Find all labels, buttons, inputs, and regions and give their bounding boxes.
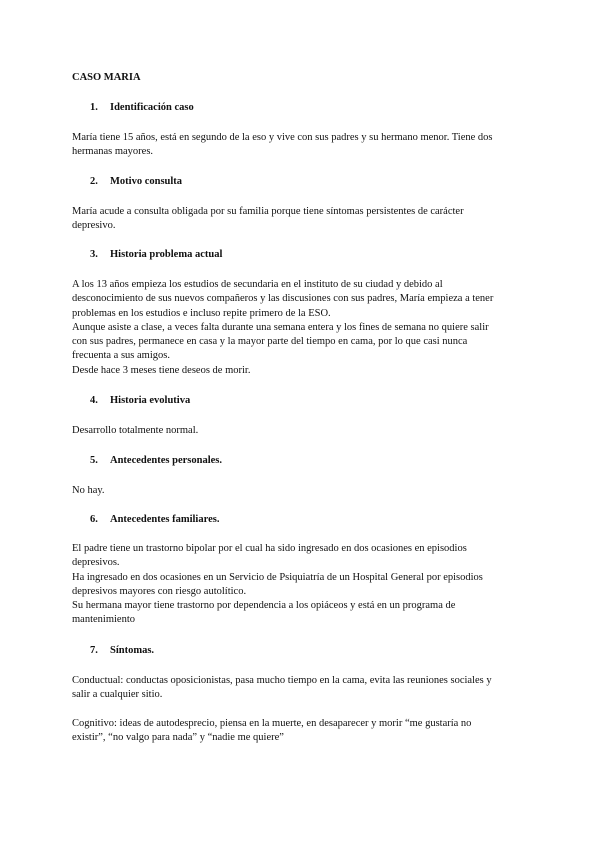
- document-title: CASO MARIA: [72, 72, 141, 83]
- section-title: Historia evolutiva: [110, 395, 191, 406]
- section-7-paragraph-conductual: [72, 674, 532, 703]
- section-5-paragraph: [72, 484, 532, 498]
- text-line: Cognitivo: ideas de autodesprecio, piensa en la muerte, en desaparecer y morir “me gustaría no: [72, 718, 472, 729]
- text-line: existir”, “no valgo para nada” y “nadie me quiere”: [72, 732, 284, 744]
- section-heading-6: [90, 513, 219, 527]
- section-number: 1.: [90, 102, 98, 113]
- section-heading-7: [90, 644, 154, 658]
- text-line: Desarrollo totalmente normal.: [72, 425, 199, 436]
- section-number: 4.: [90, 395, 98, 406]
- text-line: mantenimiento: [72, 614, 135, 626]
- text-line: Conductual: conductas oposicionistas, pasa mucho tiempo en la cama, evita las reuniones sociales y: [72, 675, 492, 686]
- text-line: desconocimiento de sus nuevos compañeros y las discusiones con sus padres, María empieza a tener: [72, 293, 494, 305]
- text-line: Ha ingresado en dos ocasiones en un Servicio de Psiquiatría de un Hospital General por episodios: [72, 571, 483, 583]
- section-6-paragraph: [72, 542, 532, 628]
- section-number: 7.: [90, 645, 98, 656]
- section-4-paragraph: [72, 424, 532, 438]
- section-title: Identificación caso: [110, 102, 194, 113]
- text-line: hermanas mayores.: [72, 146, 154, 158]
- text-line: depresivos.: [72, 557, 120, 569]
- section-7-paragraph-cognitivo: [72, 717, 532, 746]
- text-line: No hay.: [72, 485, 105, 496]
- text-line: Desde hace 3 meses tiene deseos de morir.: [72, 364, 251, 376]
- section-heading-5: [90, 454, 222, 468]
- section-heading-3: [90, 248, 222, 262]
- section-1-paragraph: [72, 131, 532, 160]
- text-line: problemas en los estudios e incluso repite primero de la ESO.: [72, 307, 331, 319]
- section-title: Antecedentes personales.: [110, 455, 222, 466]
- section-number: 3.: [90, 249, 98, 260]
- section-title: Historia problema actual: [110, 249, 223, 260]
- text-line: Aunque asiste a clase, a veces falta durante una semana entera y los fines de semana no quiere salir: [72, 321, 489, 333]
- section-heading-1: [90, 101, 194, 115]
- section-2-paragraph: [72, 205, 532, 234]
- text-line: El padre tiene un trastorno bipolar por el cual ha sido ingresado en dos ocasiones en episodios: [72, 543, 467, 554]
- text-line: Su hermana mayor tiene trastorno por dependencia a los opiáceos y está en un programa de: [72, 600, 456, 612]
- section-3-paragraph: [72, 278, 532, 378]
- text-line: A los 13 años empieza los estudios de secundaria en el instituto de su ciudad y debido al: [72, 279, 443, 290]
- section-heading-2: [90, 175, 182, 189]
- section-number: 2.: [90, 176, 98, 187]
- text-line: María tiene 15 años, está en segundo de la eso y vive con sus padres y su hermano menor. Tiene dos: [72, 132, 493, 143]
- text-line: con sus padres, permanece en casa y la mayor parte del tiempo en cama, por lo que casi nunca: [72, 336, 468, 348]
- text-line: depresivo.: [72, 220, 116, 232]
- text-line: salir a cualquier sitio.: [72, 689, 163, 701]
- text-line: María acude a consulta obligada por su familia porque tiene síntomas persistentes de carácter: [72, 206, 464, 217]
- section-number: 5.: [90, 455, 98, 466]
- text-line: frecuenta a sus amigos.: [72, 350, 170, 362]
- section-heading-4: [90, 394, 190, 408]
- section-number: 6.: [90, 514, 98, 525]
- section-title: Motivo consulta: [110, 176, 183, 187]
- section-title: Síntomas.: [110, 645, 155, 656]
- text-line: depresivos mayores con riesgo autolítico.: [72, 585, 247, 597]
- section-title: Antecedentes familiares.: [110, 514, 220, 525]
